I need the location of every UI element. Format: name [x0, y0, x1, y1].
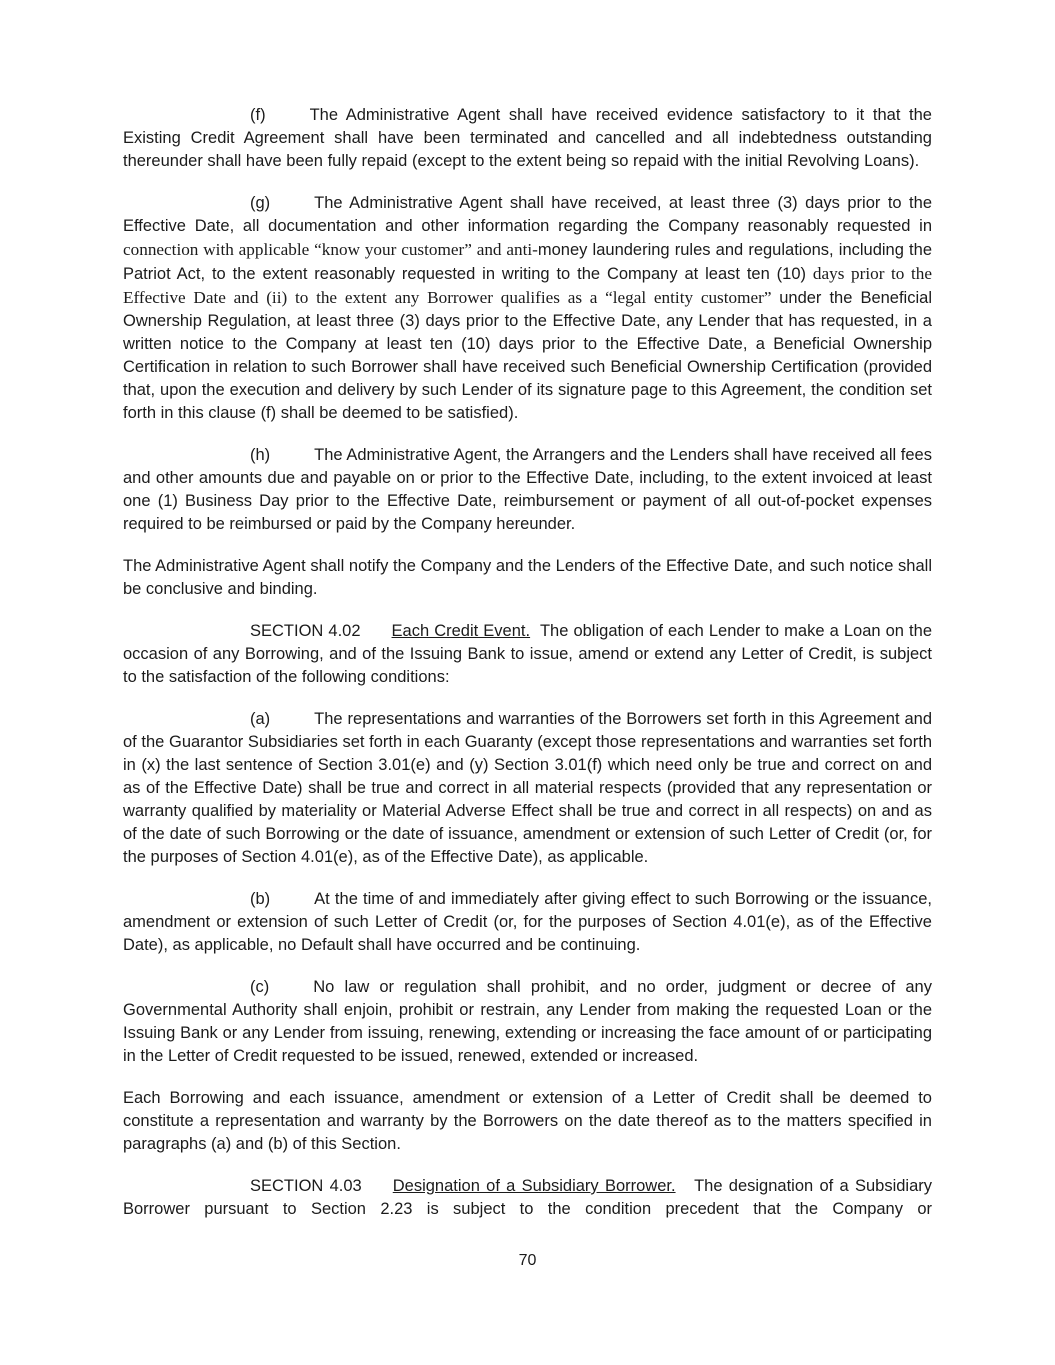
section-heading: Each Credit Event.: [391, 622, 531, 640]
page-number: 70: [518, 1252, 537, 1269]
paragraph-a: [123, 708, 932, 869]
paragraph-g: [123, 192, 932, 425]
text-run: The obligation of each Lender to make a Loan on the occasion of any Borrowing, and of the Issuing Bank to issue, amend or extend any Letter of Credit, is subject to the satisfaction of the following conditions:: [123, 622, 932, 686]
closing-paragraph: [123, 1087, 932, 1156]
section-heading: Designation of a Subsidiary Borrower.: [392, 1177, 676, 1195]
text-run: The Administrative Agent, the Arrangers and the Lenders shall have received all fees and other amounts due and payable on or prior to the Effective Date, including, to the extent invoiced at least one (1) Business Day prior to the Effective Date, reimbursement or payment of all out-of-pocket expenses required to be reimbursed or paid by the Company hereunder.: [123, 446, 932, 533]
text-run: (c): [250, 978, 270, 996]
text-run: money laundering rules and regulations, including the Patriot Act, to the extent reasonably requested in writing to the Company at least ten (10): [123, 241, 932, 283]
text-run: (f): [250, 106, 266, 124]
text-run: days prior to the Effective Date and (ii) to the extent any Borrower qualifies as a “legal entity customer”: [123, 264, 932, 307]
section-4-03: [123, 1175, 932, 1221]
section-number: SECTION 4.02: [250, 622, 361, 640]
notice-paragraph: [123, 555, 932, 601]
text-run: (b): [250, 890, 271, 908]
text-run: The Administrative Agent shall have received evidence satisfactory to it that the Existing Credit Agreement shall have been terminated and cancelled and all indebtedness outstanding thereunder shall have been fully repaid (except to the extent being so repaid with the initial Revolving Loans).: [123, 106, 932, 170]
text-run: The representations and warranties of the Borrowers set forth in this Agreement and of the Guarantor Subsidiaries set forth in each Guaranty (except those representations and warranties set forth in (x) the last sentence of Section 3.01(e) and (y) Section 3.01(f) which need only be true and correct on and as of the Effective Date) shall be true and correct in all material respects (provided that any representation or warranty qualified by materiality or Material Adverse Effect shall be true and correct in all respects) on and as of the date of such Borrowing or the date of issuance, amendment or extension of such Letter of Credit (or, for the purposes of Section 4.01(e), as of the Effective Date), as applicable.: [123, 710, 932, 866]
section-4-02: [123, 620, 932, 689]
text-run: (h): [250, 446, 271, 464]
text-run: The Administrative Agent shall notify the Company and the Lenders of the Effective Date, and such notice shall be conclusive and binding.: [123, 557, 932, 598]
paragraph-f: [123, 104, 932, 173]
text-run: No law or regulation shall prohibit, and no order, judgment or decree of any Governmental Authority shall enjoin, prohibit or restrain, any Lender from making the requested Loan or the Issuing Bank or any Lender from issuing, renewing, extending or increasing the face amount of or participating in the Letter of Credit requested to be issued, renewed, extended or increased.: [123, 978, 932, 1065]
text-run: (a): [250, 710, 271, 728]
paragraph-b: [123, 888, 932, 957]
paragraph-h: [123, 444, 932, 536]
text-run: under the Beneficial Ownership Regulation, at least three (3) days prior to the Effective Date, any Lender that has requested, in a written notice to the Company at least ten (10) days prior to the Effective Date, a Beneficial Ownership Certification in relation to such Borrower shall have received such Beneficial Ownership Certification (provided that, upon the execution and delivery by such Lender of its signature page to this Agreement, the condition set forth in this clause (f) shall be deemed to be satisfied).: [123, 289, 932, 422]
paragraph-c: [123, 976, 932, 1068]
text-run: At the time of and immediately after giving effect to such Borrowing or the issuance, amendment or extension of such Letter of Credit (or, for the purposes of Section 4.01(e), as of the Effective Date), as applicable, no Default shall have occurred and be continuing.: [123, 890, 932, 954]
text-run: connection with applicable “know your customer” and anti-: [123, 240, 538, 259]
section-number: SECTION 4.03: [250, 1177, 362, 1195]
text-run: The Administrative Agent shall have received, at least three (3) days prior to the Effective Date, all documentation and other information regarding the Company reasonably requested in: [123, 194, 932, 235]
text-run: The designation of a Subsidiary Borrower pursuant to Section 2.23 is subject to the condition precedent that the Company or: [123, 1177, 932, 1218]
text-run: Each Borrowing and each issuance, amendment or extension of a Letter of Credit shall be deemed to constitute a representation and warranty by the Borrowers on the date thereof as to the matters specified in paragraphs (a) and (b) of this Section.: [123, 1089, 932, 1153]
text-run: (g): [250, 194, 271, 212]
document-body: [123, 104, 932, 1240]
